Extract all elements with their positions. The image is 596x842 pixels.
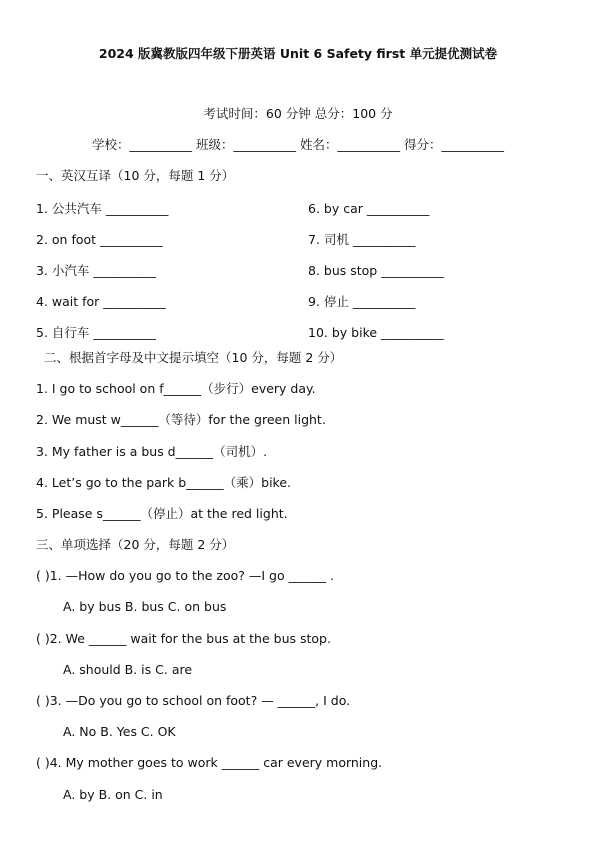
section2-item: 3. My father is a bus d______（司机）. — [36, 444, 268, 459]
student-info-line: 学校：__________ 班级：__________ 姓名：__________ 得分：__________ — [92, 137, 504, 152]
section1-item: 6. by car __________ — [308, 201, 430, 216]
section2-item: 2. We must w______（等待）for the green light. — [36, 412, 326, 427]
section1-item: 2. on foot __________ — [36, 232, 163, 247]
section1-heading: 一、英汉互译（10 分，每题 1 分） — [36, 168, 235, 183]
section1-item: 1. 公共汽车 __________ — [36, 201, 169, 216]
section2-item: 1. I go to school on f______（步行）every day. — [36, 381, 316, 396]
question-stem: ( )2. We ______ wait for the bus at the bus stop. — [36, 631, 331, 646]
section1-item: 5. 自行车 __________ — [36, 325, 156, 340]
question-options: A. by B. on C. in — [63, 787, 163, 802]
question-stem: ( )4. My mother goes to work ______ car every morning. — [36, 755, 383, 770]
section1-item: 10. by bike __________ — [308, 325, 444, 340]
exam-info: 考试时间：60 分钟 总分：100 分 — [203, 106, 393, 121]
section2-heading: 二、根据首字母及中文提示填空（10 分，每题 2 分） — [44, 350, 343, 365]
section2-item: 4. Let’s go to the park b______（乘）bike. — [36, 475, 292, 490]
question-options: A. No B. Yes C. OK — [63, 724, 176, 739]
section2-item: 5. Please s______（停止）at the red light. — [36, 506, 288, 521]
question-stem: ( )3. —Do you go to school on foot? — ______, I do. — [36, 693, 351, 708]
question-stem: ( )1. —How do you go to the zoo? —I go ______ . — [36, 568, 335, 583]
page-title: 2024 版冀教版四年级下册英语 Unit 6 Safety first 单元提优测试卷 — [98, 46, 498, 61]
question-options: A. by bus B. bus C. on bus — [63, 599, 227, 614]
section1-item: 4. wait for __________ — [36, 294, 166, 309]
question-options: A. should B. is C. are — [63, 662, 193, 677]
section1-item: 8. bus stop __________ — [308, 263, 444, 278]
section3-heading: 三、单项选择（20 分，每题 2 分） — [36, 537, 235, 552]
section1-item: 3. 小汽车 __________ — [36, 263, 156, 278]
section1-item: 9. 停止 __________ — [308, 294, 416, 309]
section1-item: 7. 司机 __________ — [308, 232, 416, 247]
